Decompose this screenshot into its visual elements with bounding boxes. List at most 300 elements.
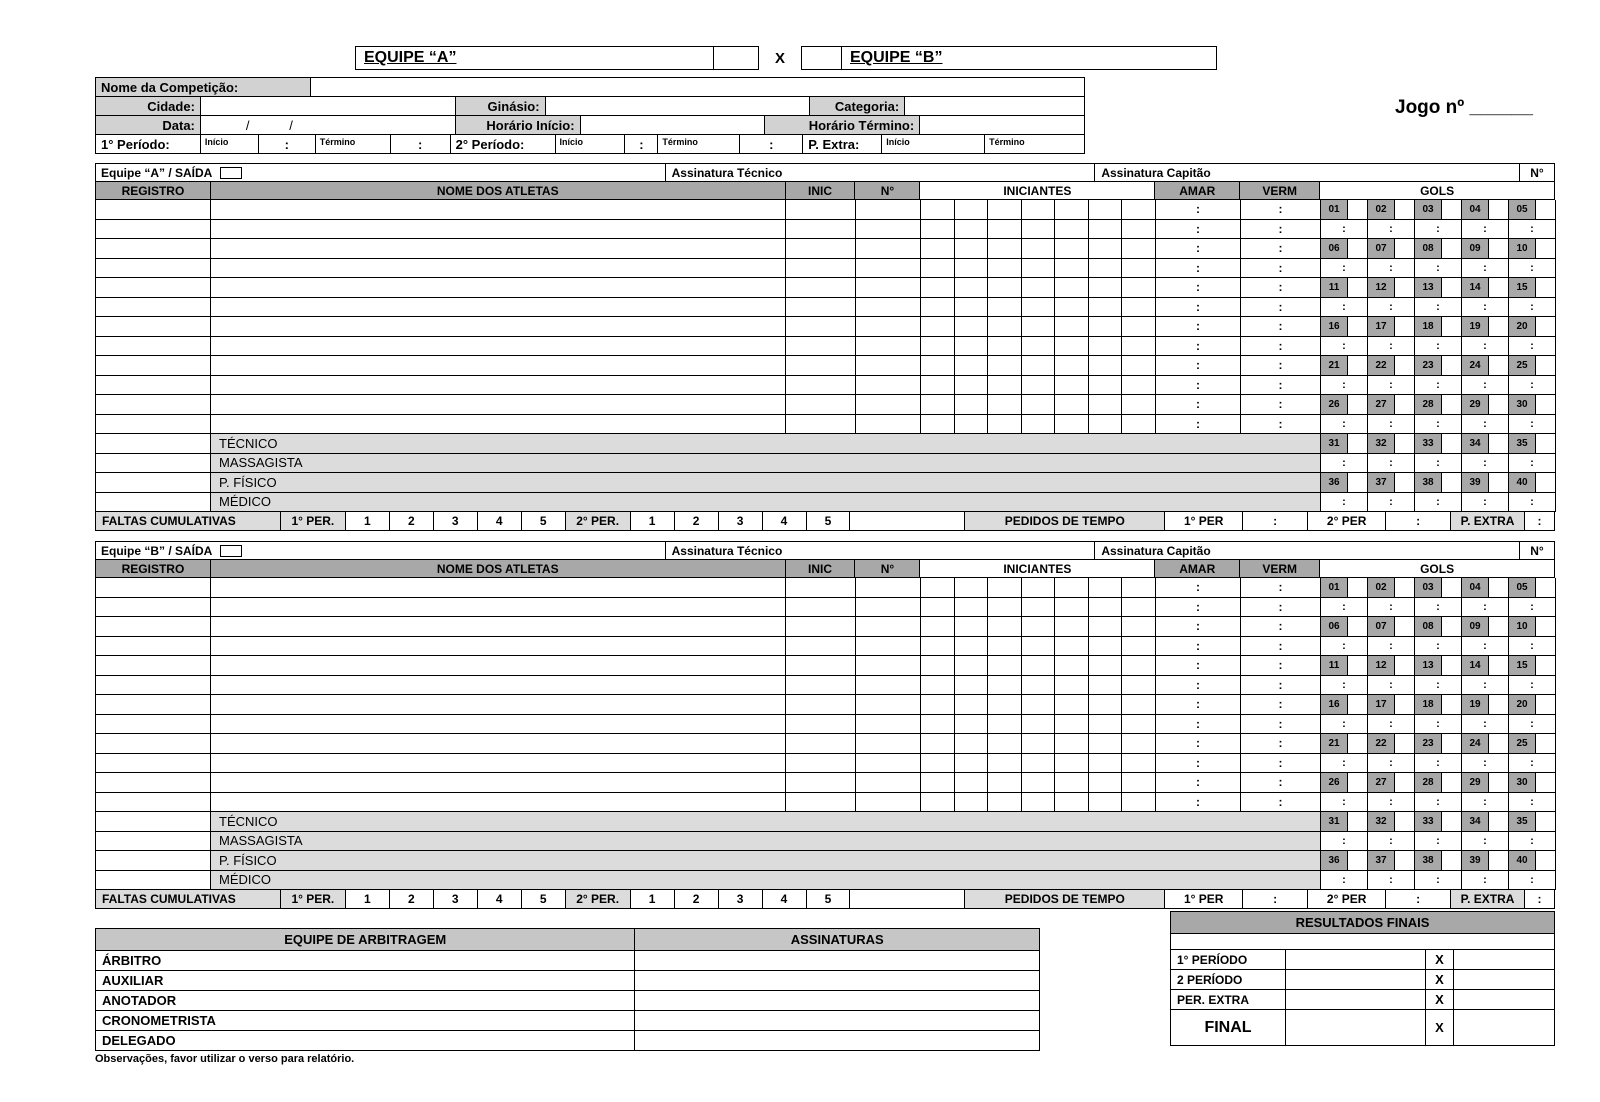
iniciante-cell[interactable] — [1122, 317, 1156, 336]
official-signature-cell[interactable] — [635, 1011, 1040, 1031]
iniciante-cell[interactable] — [955, 578, 989, 597]
iniciante-cell[interactable] — [1089, 676, 1123, 695]
iniciante-cell[interactable] — [921, 637, 955, 656]
gols-entry-cell[interactable] — [1395, 434, 1414, 453]
gols-time-cell[interactable]: : — [1321, 715, 1368, 735]
iniciante-cell[interactable] — [955, 395, 989, 414]
iniciante-cell[interactable] — [988, 259, 1022, 278]
amar-time-cell[interactable]: : — [1156, 715, 1241, 735]
registro-cell[interactable] — [96, 376, 211, 396]
athlete-name-cell[interactable] — [211, 656, 786, 676]
inic-cell[interactable] — [786, 598, 856, 618]
registro-cell[interactable] — [96, 637, 211, 657]
registro-cell[interactable] — [96, 871, 211, 891]
iniciante-cell[interactable] — [1022, 200, 1056, 219]
iniciante-cell[interactable] — [1122, 715, 1156, 734]
iniciante-cell[interactable] — [1122, 695, 1156, 714]
registro-cell[interactable] — [96, 317, 211, 337]
numero-cell[interactable] — [856, 239, 921, 259]
verm-time-cell[interactable]: : — [1241, 734, 1321, 754]
iniciante-cell[interactable] — [921, 220, 955, 239]
inic-cell[interactable] — [786, 676, 856, 696]
numero-cell[interactable] — [856, 793, 921, 813]
iniciante-cell[interactable] — [1122, 656, 1156, 675]
gols-time-cell[interactable]: : — [1462, 259, 1509, 279]
gols-time-cell[interactable]: : — [1321, 676, 1368, 696]
gols-time-cell[interactable]: : — [1321, 298, 1368, 318]
iniciante-cell[interactable] — [955, 356, 989, 375]
gols-entry-cell[interactable] — [1489, 656, 1508, 675]
iniciante-cell[interactable] — [1022, 220, 1056, 239]
numero-cell[interactable] — [856, 356, 921, 376]
gols-time-cell[interactable]: : — [1462, 493, 1509, 513]
iniciante-cell[interactable] — [1089, 598, 1123, 617]
faltas-per2-count-cell[interactable]: 3 — [719, 890, 763, 909]
iniciante-cell[interactable] — [1122, 337, 1156, 356]
iniciante-cell[interactable] — [1022, 715, 1056, 734]
iniciante-cell[interactable] — [988, 734, 1022, 753]
gols-entry-cell[interactable] — [1489, 617, 1508, 636]
inic-cell[interactable] — [786, 356, 856, 376]
gols-entry-cell[interactable] — [1489, 578, 1508, 597]
faltas-per2-count-cell[interactable]: 5 — [807, 890, 851, 909]
official-signature-cell[interactable] — [635, 1031, 1040, 1051]
faltas-per1-count-cell[interactable]: 4 — [478, 512, 522, 531]
iniciante-cell[interactable] — [1089, 298, 1123, 317]
iniciante-cell[interactable] — [1022, 793, 1056, 812]
verm-time-cell[interactable]: : — [1241, 793, 1321, 813]
gols-time-cell[interactable]: : — [1415, 415, 1462, 435]
registro-cell[interactable] — [96, 278, 211, 298]
pedidos-per1-time-cell[interactable]: : — [1243, 512, 1308, 531]
inic-cell[interactable] — [786, 278, 856, 298]
iniciante-cell[interactable] — [921, 337, 955, 356]
verm-time-cell[interactable]: : — [1241, 376, 1321, 396]
numero-cell[interactable] — [856, 415, 921, 435]
gols-time-cell[interactable]: : — [1368, 220, 1415, 240]
gols-time-cell[interactable]: : — [1321, 754, 1368, 774]
gols-time-cell[interactable]: : — [1321, 376, 1368, 396]
gols-entry-cell[interactable] — [1395, 773, 1414, 792]
result-score-a-cell[interactable] — [1286, 990, 1426, 1010]
faltas-per2-count-cell[interactable]: 3 — [719, 512, 763, 531]
iniciante-cell[interactable] — [1022, 395, 1056, 414]
verm-time-cell[interactable]: : — [1241, 773, 1321, 793]
iniciante-cell[interactable] — [1022, 356, 1056, 375]
gols-entry-cell[interactable] — [1442, 812, 1461, 831]
period2-termino-time[interactable]: : — [740, 135, 803, 154]
gols-entry-cell[interactable] — [1489, 473, 1508, 492]
iniciante-cell[interactable] — [988, 298, 1022, 317]
iniciante-cell[interactable] — [1055, 395, 1089, 414]
gols-entry-cell[interactable] — [1348, 434, 1367, 453]
iniciante-cell[interactable] — [955, 773, 989, 792]
gols-time-cell[interactable]: : — [1415, 715, 1462, 735]
iniciante-cell[interactable] — [1055, 259, 1089, 278]
faltas-per2-count-cell[interactable]: 1 — [631, 890, 675, 909]
gols-time-cell[interactable]: : — [1509, 376, 1556, 396]
gols-entry-cell[interactable] — [1395, 617, 1414, 636]
iniciante-cell[interactable] — [1122, 298, 1156, 317]
gols-entry-cell[interactable] — [1536, 734, 1555, 753]
start-time-input[interactable] — [581, 116, 766, 135]
iniciante-cell[interactable] — [955, 598, 989, 617]
gols-entry-cell[interactable] — [1348, 239, 1367, 258]
registro-cell[interactable] — [96, 220, 211, 240]
registro-cell[interactable] — [96, 454, 211, 474]
iniciante-cell[interactable] — [1022, 298, 1056, 317]
gols-time-cell[interactable]: : — [1415, 259, 1462, 279]
numero-cell[interactable] — [856, 578, 921, 598]
iniciante-cell[interactable] — [955, 617, 989, 636]
numero-cell[interactable] — [856, 695, 921, 715]
iniciante-cell[interactable] — [1089, 637, 1123, 656]
gols-entry-cell[interactable] — [1442, 773, 1461, 792]
amar-time-cell[interactable]: : — [1156, 793, 1241, 813]
inic-cell[interactable] — [786, 734, 856, 754]
gols-time-cell[interactable]: : — [1368, 637, 1415, 657]
gols-entry-cell[interactable] — [1489, 812, 1508, 831]
inic-cell[interactable] — [786, 578, 856, 598]
iniciante-cell[interactable] — [921, 259, 955, 278]
gols-entry-cell[interactable] — [1536, 278, 1555, 297]
gols-time-cell[interactable]: : — [1321, 454, 1368, 474]
iniciante-cell[interactable] — [988, 239, 1022, 258]
iniciante-cell[interactable] — [1055, 637, 1089, 656]
gols-entry-cell[interactable] — [1489, 317, 1508, 336]
amar-time-cell[interactable]: : — [1156, 578, 1241, 598]
official-signature-cell[interactable] — [635, 971, 1040, 991]
inic-cell[interactable] — [786, 637, 856, 657]
gols-time-cell[interactable]: : — [1368, 598, 1415, 618]
iniciante-cell[interactable] — [1055, 715, 1089, 734]
gols-entry-cell[interactable] — [1442, 695, 1461, 714]
iniciante-cell[interactable] — [1022, 617, 1056, 636]
final-score-a-cell[interactable] — [1286, 1010, 1426, 1046]
verm-time-cell[interactable]: : — [1241, 578, 1321, 598]
gols-entry-cell[interactable] — [1348, 200, 1367, 219]
iniciante-cell[interactable] — [1122, 395, 1156, 414]
amar-time-cell[interactable]: : — [1156, 734, 1241, 754]
pedidos-per2-time-cell[interactable]: : — [1386, 512, 1451, 531]
iniciante-cell[interactable] — [1122, 676, 1156, 695]
gols-time-cell[interactable]: : — [1509, 259, 1556, 279]
final-score-b-cell[interactable] — [1454, 1010, 1555, 1046]
period1-termino-time[interactable]: : — [391, 135, 451, 154]
registro-cell[interactable] — [96, 337, 211, 357]
inic-cell[interactable] — [786, 656, 856, 676]
iniciante-cell[interactable] — [1122, 376, 1156, 395]
gols-entry-cell[interactable] — [1536, 317, 1555, 336]
gols-time-cell[interactable]: : — [1415, 871, 1462, 891]
gols-time-cell[interactable]: : — [1368, 376, 1415, 396]
iniciante-cell[interactable] — [988, 754, 1022, 773]
gols-entry-cell[interactable] — [1348, 356, 1367, 375]
registro-cell[interactable] — [96, 298, 211, 318]
iniciante-cell[interactable] — [1122, 754, 1156, 773]
gols-entry-cell[interactable] — [1536, 695, 1555, 714]
iniciante-cell[interactable] — [955, 220, 989, 239]
registro-cell[interactable] — [96, 578, 211, 598]
gols-entry-cell[interactable] — [1395, 473, 1414, 492]
iniciante-cell[interactable] — [1089, 376, 1123, 395]
iniciante-cell[interactable] — [1055, 337, 1089, 356]
gols-entry-cell[interactable] — [1395, 734, 1414, 753]
iniciante-cell[interactable] — [1022, 278, 1056, 297]
gols-time-cell[interactable]: : — [1368, 298, 1415, 318]
inic-cell[interactable] — [786, 695, 856, 715]
verm-time-cell[interactable]: : — [1241, 298, 1321, 318]
iniciante-cell[interactable] — [1022, 415, 1056, 434]
athlete-name-cell[interactable] — [211, 676, 786, 696]
athlete-name-cell[interactable] — [211, 376, 786, 396]
gols-entry-cell[interactable] — [1489, 200, 1508, 219]
verm-time-cell[interactable]: : — [1241, 598, 1321, 618]
gols-entry-cell[interactable] — [1489, 734, 1508, 753]
iniciante-cell[interactable] — [1022, 376, 1056, 395]
gols-time-cell[interactable]: : — [1321, 637, 1368, 657]
gols-entry-cell[interactable] — [1442, 734, 1461, 753]
registro-cell[interactable] — [96, 754, 211, 774]
pedidos-extra-time-cell[interactable]: : — [1525, 890, 1555, 909]
gols-entry-cell[interactable] — [1442, 317, 1461, 336]
iniciante-cell[interactable] — [955, 715, 989, 734]
iniciante-cell[interactable] — [955, 793, 989, 812]
athlete-name-cell[interactable] — [211, 278, 786, 298]
gols-entry-cell[interactable] — [1489, 695, 1508, 714]
iniciante-cell[interactable] — [921, 793, 955, 812]
gols-entry-cell[interactable] — [1536, 356, 1555, 375]
inic-cell[interactable] — [786, 220, 856, 240]
registro-cell[interactable] — [96, 239, 211, 259]
iniciante-cell[interactable] — [1055, 734, 1089, 753]
registro-cell[interactable] — [96, 734, 211, 754]
gols-entry-cell[interactable] — [1348, 773, 1367, 792]
athlete-name-cell[interactable] — [211, 578, 786, 598]
gols-time-cell[interactable]: : — [1415, 793, 1462, 813]
gym-input[interactable] — [546, 97, 811, 116]
iniciante-cell[interactable] — [988, 278, 1022, 297]
gols-time-cell[interactable]: : — [1509, 598, 1556, 618]
gols-entry-cell[interactable] — [1489, 356, 1508, 375]
registro-cell[interactable] — [96, 415, 211, 435]
gols-time-cell[interactable]: : — [1415, 376, 1462, 396]
iniciante-cell[interactable] — [1089, 220, 1123, 239]
iniciante-cell[interactable] — [921, 617, 955, 636]
result-score-b-cell[interactable] — [1454, 990, 1555, 1010]
gols-entry-cell[interactable] — [1536, 434, 1555, 453]
gols-time-cell[interactable]: : — [1462, 454, 1509, 474]
numero-cell[interactable] — [856, 734, 921, 754]
team-a-name-field[interactable]: EQUIPE “A” — [356, 47, 714, 69]
iniciante-cell[interactable] — [1055, 356, 1089, 375]
faltas-per1-count-cell[interactable]: 2 — [390, 890, 434, 909]
iniciante-cell[interactable] — [988, 637, 1022, 656]
iniciante-cell[interactable] — [1055, 278, 1089, 297]
iniciante-cell[interactable] — [1022, 317, 1056, 336]
gols-time-cell[interactable]: : — [1321, 337, 1368, 357]
faltas-per2-count-cell[interactable]: 4 — [763, 512, 807, 531]
iniciante-cell[interactable] — [1122, 734, 1156, 753]
gols-entry-cell[interactable] — [1395, 578, 1414, 597]
gols-time-cell[interactable]: : — [1462, 832, 1509, 852]
iniciante-cell[interactable] — [921, 676, 955, 695]
verm-time-cell[interactable]: : — [1241, 356, 1321, 376]
gols-entry-cell[interactable] — [1489, 395, 1508, 414]
iniciante-cell[interactable] — [988, 773, 1022, 792]
gols-time-cell[interactable]: : — [1509, 220, 1556, 240]
faltas-per1-count-cell[interactable]: 3 — [434, 890, 478, 909]
end-time-input[interactable] — [920, 116, 1085, 135]
verm-time-cell[interactable]: : — [1241, 395, 1321, 415]
numero-cell[interactable] — [856, 376, 921, 396]
verm-time-cell[interactable]: : — [1241, 676, 1321, 696]
iniciante-cell[interactable] — [1122, 239, 1156, 258]
iniciante-cell[interactable] — [921, 734, 955, 753]
faltas-per1-count-cell[interactable]: 4 — [478, 890, 522, 909]
athlete-name-cell[interactable] — [211, 200, 786, 220]
amar-time-cell[interactable]: : — [1156, 298, 1241, 318]
registro-cell[interactable] — [96, 356, 211, 376]
iniciante-cell[interactable] — [921, 356, 955, 375]
verm-time-cell[interactable]: : — [1241, 239, 1321, 259]
verm-time-cell[interactable]: : — [1241, 415, 1321, 435]
gols-time-cell[interactable]: : — [1321, 832, 1368, 852]
athlete-name-cell[interactable] — [211, 617, 786, 637]
gols-entry-cell[interactable] — [1536, 773, 1555, 792]
iniciante-cell[interactable] — [921, 656, 955, 675]
gols-entry-cell[interactable] — [1395, 656, 1414, 675]
iniciante-cell[interactable] — [988, 715, 1022, 734]
iniciante-cell[interactable] — [921, 376, 955, 395]
iniciante-cell[interactable] — [955, 259, 989, 278]
result-score-a-cell[interactable] — [1286, 950, 1426, 970]
iniciante-cell[interactable] — [1055, 773, 1089, 792]
iniciante-cell[interactable] — [1089, 415, 1123, 434]
gols-entry-cell[interactable] — [1348, 656, 1367, 675]
iniciante-cell[interactable] — [921, 317, 955, 336]
numero-cell[interactable] — [856, 259, 921, 279]
faltas-per1-count-cell[interactable]: 2 — [390, 512, 434, 531]
faltas-per1-count-cell[interactable]: 1 — [346, 512, 390, 531]
registro-cell[interactable] — [96, 395, 211, 415]
iniciante-cell[interactable] — [1055, 239, 1089, 258]
gols-entry-cell[interactable] — [1348, 695, 1367, 714]
gols-time-cell[interactable]: : — [1415, 676, 1462, 696]
period1-inicio-time[interactable]: : — [259, 135, 316, 154]
iniciante-cell[interactable] — [921, 578, 955, 597]
gols-entry-cell[interactable] — [1489, 278, 1508, 297]
iniciante-cell[interactable] — [988, 200, 1022, 219]
amar-time-cell[interactable]: : — [1156, 220, 1241, 240]
gols-entry-cell[interactable] — [1536, 851, 1555, 870]
iniciante-cell[interactable] — [921, 200, 955, 219]
gols-entry-cell[interactable] — [1489, 239, 1508, 258]
gols-entry-cell[interactable] — [1536, 395, 1555, 414]
iniciante-cell[interactable] — [1122, 356, 1156, 375]
iniciante-cell[interactable] — [1055, 695, 1089, 714]
athlete-name-cell[interactable] — [211, 734, 786, 754]
gols-entry-cell[interactable] — [1395, 395, 1414, 414]
verm-time-cell[interactable]: : — [1241, 220, 1321, 240]
iniciante-cell[interactable] — [1055, 578, 1089, 597]
date-input[interactable]: / / — [201, 116, 456, 135]
inic-cell[interactable] — [786, 337, 856, 357]
verm-time-cell[interactable]: : — [1241, 317, 1321, 337]
iniciante-cell[interactable] — [955, 695, 989, 714]
iniciante-cell[interactable] — [955, 376, 989, 395]
iniciante-cell[interactable] — [1022, 637, 1056, 656]
iniciante-cell[interactable] — [1089, 239, 1123, 258]
registro-cell[interactable] — [96, 812, 211, 832]
gols-entry-cell[interactable] — [1395, 695, 1414, 714]
iniciante-cell[interactable] — [921, 773, 955, 792]
numero-cell[interactable] — [856, 715, 921, 735]
iniciante-cell[interactable] — [1089, 337, 1123, 356]
result-score-b-cell[interactable] — [1454, 970, 1555, 990]
registro-cell[interactable] — [96, 832, 211, 852]
amar-time-cell[interactable]: : — [1156, 773, 1241, 793]
iniciante-cell[interactable] — [921, 695, 955, 714]
iniciante-cell[interactable] — [1122, 259, 1156, 278]
verm-time-cell[interactable]: : — [1241, 754, 1321, 774]
numero-cell[interactable] — [856, 317, 921, 337]
gols-entry-cell[interactable] — [1442, 434, 1461, 453]
iniciante-cell[interactable] — [1089, 395, 1123, 414]
iniciante-cell[interactable] — [1055, 220, 1089, 239]
category-input[interactable] — [905, 97, 1085, 116]
iniciante-cell[interactable] — [921, 278, 955, 297]
iniciante-cell[interactable] — [1122, 637, 1156, 656]
athlete-name-cell[interactable] — [211, 754, 786, 774]
gols-time-cell[interactable]: : — [1368, 793, 1415, 813]
numero-cell[interactable] — [856, 617, 921, 637]
gols-time-cell[interactable]: : — [1462, 754, 1509, 774]
result-score-b-cell[interactable] — [1454, 950, 1555, 970]
gols-time-cell[interactable]: : — [1321, 220, 1368, 240]
iniciante-cell[interactable] — [988, 395, 1022, 414]
gols-time-cell[interactable]: : — [1509, 637, 1556, 657]
iniciante-cell[interactable] — [988, 598, 1022, 617]
gols-time-cell[interactable]: : — [1368, 715, 1415, 735]
iniciante-cell[interactable] — [988, 656, 1022, 675]
iniciante-cell[interactable] — [1022, 676, 1056, 695]
numero-cell[interactable] — [856, 220, 921, 240]
gols-time-cell[interactable]: : — [1368, 337, 1415, 357]
amar-time-cell[interactable]: : — [1156, 598, 1241, 618]
gols-time-cell[interactable]: : — [1415, 337, 1462, 357]
verm-time-cell[interactable]: : — [1241, 337, 1321, 357]
iniciante-cell[interactable] — [988, 676, 1022, 695]
gols-time-cell[interactable]: : — [1415, 220, 1462, 240]
inic-cell[interactable] — [786, 200, 856, 220]
inic-cell[interactable] — [786, 415, 856, 435]
numero-cell[interactable] — [856, 337, 921, 357]
verm-time-cell[interactable]: : — [1241, 695, 1321, 715]
iniciante-cell[interactable] — [1089, 578, 1123, 597]
gols-entry-cell[interactable] — [1442, 617, 1461, 636]
gols-time-cell[interactable]: : — [1415, 637, 1462, 657]
iniciante-cell[interactable] — [1022, 259, 1056, 278]
pedidos-extra-time-cell[interactable]: : — [1525, 512, 1555, 531]
gols-time-cell[interactable]: : — [1321, 871, 1368, 891]
faltas-per2-count-cell[interactable]: 4 — [763, 890, 807, 909]
gols-time-cell[interactable]: : — [1509, 298, 1556, 318]
gols-entry-cell[interactable] — [1395, 812, 1414, 831]
iniciante-cell[interactable] — [988, 220, 1022, 239]
iniciante-cell[interactable] — [988, 617, 1022, 636]
faltas-per1-count-cell[interactable]: 5 — [522, 890, 566, 909]
